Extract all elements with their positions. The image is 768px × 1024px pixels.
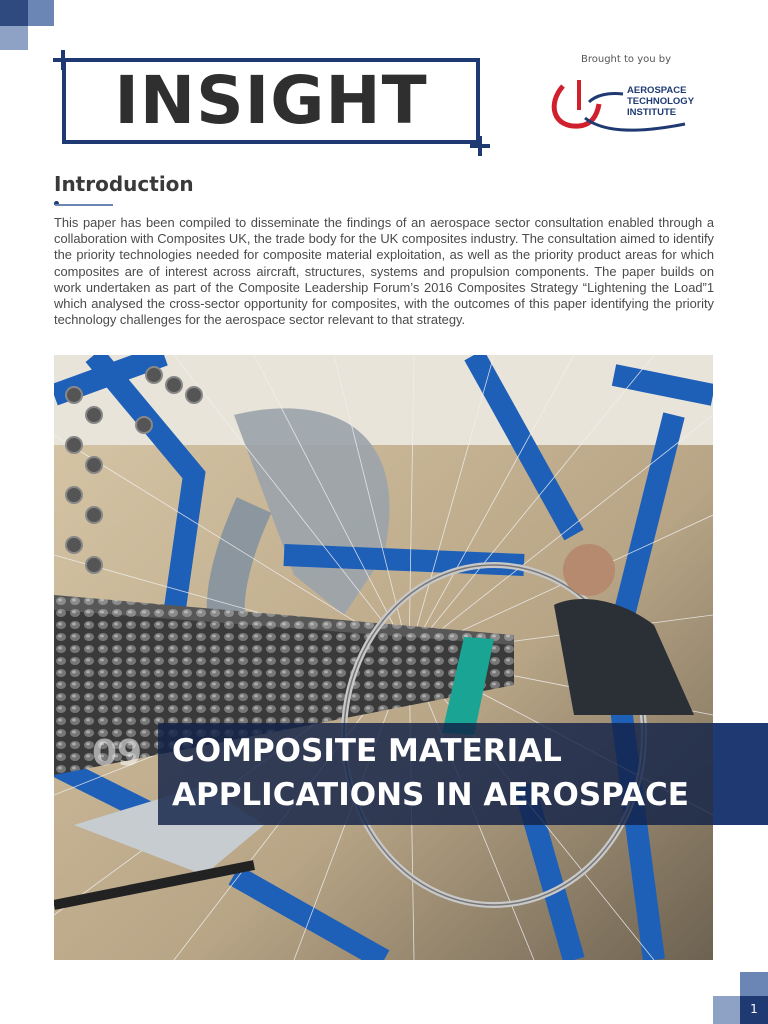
heading-rule [55,204,113,206]
chapter-number: 09 [92,733,143,774]
ati-logo-text [627,85,694,118]
hero-photo [54,355,713,960]
introduction-paragraph: This paper has been compiled to disseminate the findings of an aerospace sector consultation enabled through a collaboration with Composites UK, the trade body for the UK composites industry. The consultation aimed to identify the priority technologies needed for composite material exploitation, as well as the priority product areas for which composites are of interest across aircraft, structures, systems and propulsion components. The paper builds on work undertaken as part of the Composite Leadership Forum’s 2016 Composites Strategy “Lightening the Load”1 which analysed the cross-sector opportunity for composites, with the outcomes of this paper identifying the priority technology challenges for the aerospace sector relevant to that strategy. [54,215,714,328]
footer-square-mid [740,972,768,996]
brought-to-you-label: Brought to you by [581,54,672,65]
insight-logo-title: INSIGHT [114,62,428,139]
ati-line-2: TECHNOLOGY [627,96,695,107]
introduction-heading: Introduction [54,172,194,196]
corner-square-light [0,26,28,50]
page-number: 1 [750,1002,758,1016]
ati-line-1: AEROSPACE [627,85,687,96]
title-band-extension [713,723,768,825]
corner-square-dark [0,0,28,26]
corner-square-mid [28,0,54,26]
composite-braiding-machine-image [54,355,713,960]
ati-line-3: INSTITUTE [627,107,677,118]
document-title: COMPOSITE MATERIAL APPLICATIONS IN AEROSPACE [172,733,689,813]
footer-square-light [713,996,740,1024]
